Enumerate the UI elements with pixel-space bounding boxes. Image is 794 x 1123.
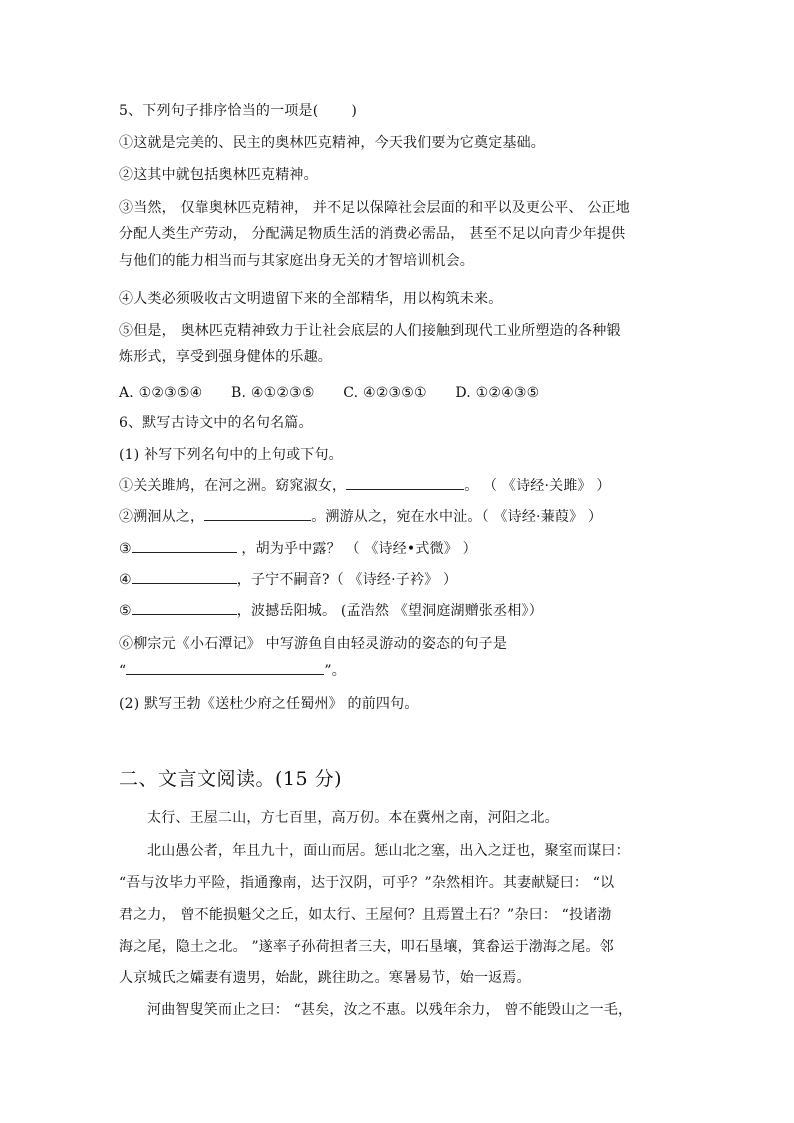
q6-item-1-prefix: ①关关雎鸠，在河之洲。窈窕淑女， xyxy=(119,478,347,494)
close-quote: ”。 xyxy=(324,663,346,679)
q6-item-6-line-2 xyxy=(119,660,346,681)
open-quote: “ xyxy=(119,663,127,679)
q6-item-5-prefix: ⑤ xyxy=(119,603,132,619)
q6-item-1 xyxy=(119,475,611,496)
q5-option-d: D. ①②④③⑤ xyxy=(455,385,540,401)
answer-blank-3[interactable] xyxy=(132,538,237,553)
q6-item-2-prefix: ②溯洄从之， xyxy=(119,509,205,525)
answer-blank-2[interactable] xyxy=(204,506,311,521)
q5-options xyxy=(119,383,539,403)
q5-sentence-5-line-2: 炼形式，享受到强身健体的乐趣。 xyxy=(119,349,332,365)
question-5-stem: 5、下列句子排序恰当的一项是( ) xyxy=(119,103,358,119)
q6-item-1-suffix: 。 （ 《诗经·关雎》 ） xyxy=(464,478,611,494)
q5-option-a: A. ①②③⑤④ xyxy=(119,385,203,401)
q6-item-4 xyxy=(119,569,457,590)
q6-sub-2: (2) 默写王勃《送杜少府之任蜀州》 的前四句。 xyxy=(119,696,419,712)
q5-sentence-5-line-1: ⑤但是， 奥林匹克精神致力于让社会底层的人们接触到现代工业所塑造的各种锻 xyxy=(119,323,621,339)
passage-paragraph-3: 河曲智叟笑而止之曰： “甚矣，汝之不惠。以残年余力， 曾不能毁山之一毛， xyxy=(147,1002,633,1018)
q5-sentence-3-line-3: 与他们的能力相当而与其家庭出身无关的才智培训机会。 xyxy=(119,253,474,269)
q6-item-4-prefix: ④ xyxy=(119,572,132,588)
q5-option-b: B. ④①②③⑤ xyxy=(231,385,315,401)
passage-paragraph-2-line-1: 北山愚公者，年且九十，面山而居。惩山北之塞，出入之迂也，聚室而谋曰： xyxy=(147,843,630,859)
q6-item-2-suffix: 。溯游从之，宛在水中沚。（ 《诗经·蒹葭》 ） xyxy=(311,509,603,525)
passage-paragraph-2-line-2: “吾与汝毕力平险，指通豫南，达于汉阴，可乎？”杂然相许。其妻献疑曰： “以 xyxy=(119,875,615,891)
question-6-stem: 6、默写古诗文中的名句名篇。 xyxy=(119,415,313,431)
q5-sentence-3-line-1: ③当然， 仅靠奥林匹克精神， 并不足以保障社会层面的和平以及更公平、 公正地 xyxy=(119,200,630,216)
q6-sub-1: (1) 补写下列名句中的上句或下句。 xyxy=(119,447,343,463)
q6-item-5 xyxy=(119,600,543,621)
q6-item-3-suffix: ，胡为乎中露？ （ 《诗经•式微》 ） xyxy=(236,541,477,557)
q6-item-5-suffix: ，波撼岳阳城。 (孟浩然 《望洞庭湖赠张丞相》） xyxy=(236,603,543,619)
q6-item-3 xyxy=(119,538,477,559)
answer-blank-1[interactable] xyxy=(346,475,464,490)
q5-option-c: C. ④②③⑤① xyxy=(343,385,427,401)
section-2-heading: 二、文言文阅读。(15 分) xyxy=(119,768,343,790)
q5-sentence-2: ②这其中就包括奥林匹克精神。 xyxy=(119,167,318,183)
passage-paragraph-2-line-3: 君之力， 曾不能损魁父之丘，如太行、王屋何？且焉置土石？”杂曰： “投诸渤 xyxy=(119,907,612,923)
q5-sentence-1: ①这就是完美的、民主的奥林匹克精神，今天我们要为它奠定基础。 xyxy=(119,135,545,151)
q6-item-6-line-1: ⑥柳宗元《小石潭记》 中写游鱼自由轻灵游动的姿态的句子是 xyxy=(119,636,508,652)
q6-item-2 xyxy=(119,506,602,527)
q6-item-3-prefix: ③ xyxy=(119,541,132,557)
answer-blank-5[interactable] xyxy=(132,600,237,615)
passage-paragraph-2-line-4: 海之尾，隐土之北。 ”遂率子孙荷担者三夫，叩石垦壤，箕畚运于渤海之尾。邻 xyxy=(119,939,614,955)
passage-paragraph-1: 太行、王屋二山，方七百里，高万仞。本在冀州之南，河阳之北。 xyxy=(147,810,559,826)
q5-sentence-4: ④人类必须吸收古文明遗留下来的全部精华，用以构筑未来。 xyxy=(119,291,503,307)
q6-item-4-suffix: ，子宁不嗣音?（ 《诗经·子衿》 ） xyxy=(236,572,458,588)
q5-sentence-3-line-2: 分配人类生产劳动， 分配满足物质生活的消费必需品， 甚至不足以向青少年提供 xyxy=(119,226,626,242)
answer-blank-4[interactable] xyxy=(132,569,237,584)
answer-blank-6[interactable] xyxy=(126,660,324,675)
passage-paragraph-2-line-5: 人京城氏之孀妻有遗男，始龀，跳往助之。寒暑易节，始一返焉。 xyxy=(119,970,531,986)
